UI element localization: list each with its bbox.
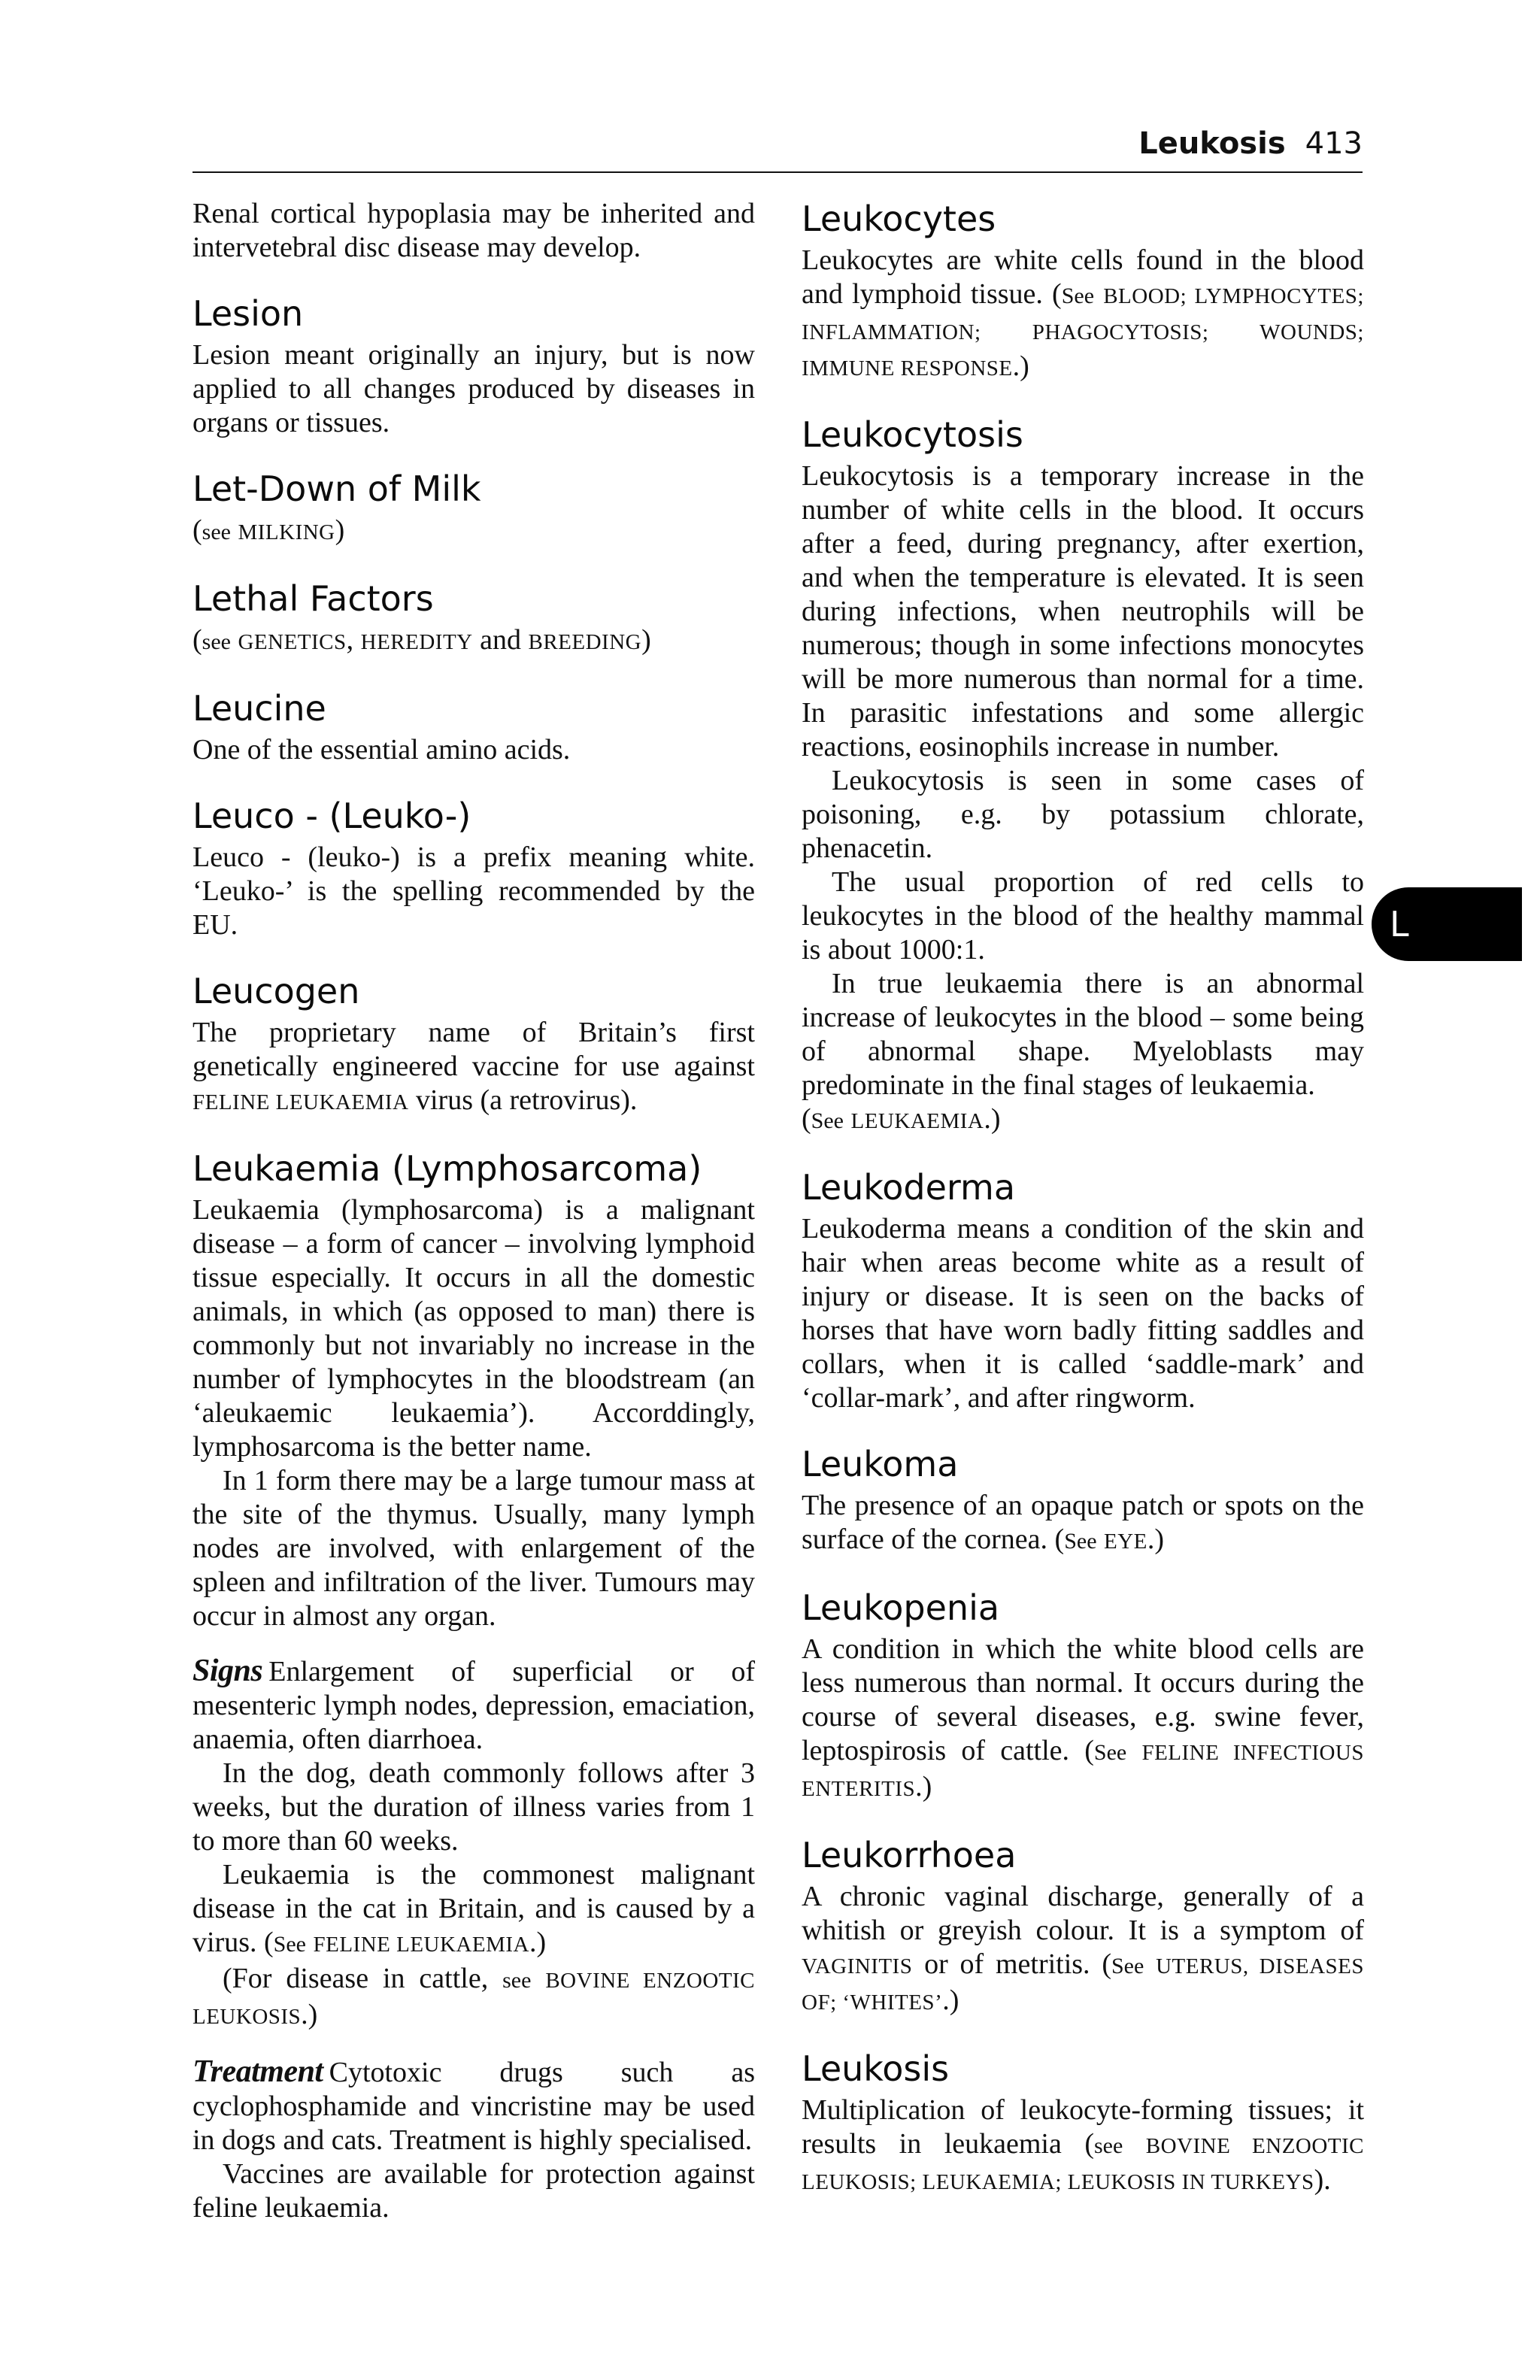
- p5-text: (For disease in cattle,: [223, 1963, 489, 1994]
- crossref-leukaemia[interactable]: LEUKAEMIA: [850, 1109, 984, 1133]
- running-head: [192, 126, 1363, 168]
- leukoma-text: [802, 1489, 1364, 1559]
- page-number: 413: [1305, 126, 1363, 161]
- headword-leukosis: Leukosis: [802, 2048, 950, 2089]
- crossref-leukocytes-list[interactable]: BLOOD; LYMPHOCYTES; INFLAMMATION; PHAGOCYTOSIS; WOUNDS; IMMUNE RESPONSE: [802, 284, 1364, 380]
- leukocytes-close: .): [1012, 350, 1029, 382]
- see-word: See: [1111, 1954, 1144, 1978]
- headword-leukoderma: Leukoderma: [802, 1167, 1016, 1208]
- see-word: See: [811, 1108, 844, 1133]
- leukopenia-body: A condition in which the white blood cells are less numerous than normal. It occurs during the course of several diseases, e.g. swine fever, leptospirosis of cattle. (: [802, 1633, 1364, 1766]
- treatment-text: Cytotoxic drugs such as cyclophosphamide and vincristine may be used in dogs and cats. Treatment is highly specialised.: [192, 2057, 755, 2156]
- crossref-feline-leukaemia-2[interactable]: FELINE LEUKAEMIA: [313, 1933, 529, 1957]
- crossref-feline-infectious-enteritis[interactable]: FELINE INFECTIOUS ENTERITIS: [802, 1741, 1364, 1801]
- leukosis-text: [802, 2093, 1364, 2200]
- leukaemia-p4: [192, 1858, 755, 1962]
- headword-leuco: Leuco - (Leuko-): [192, 796, 471, 836]
- see-word: see: [202, 520, 231, 544]
- leukocytosis-crossref: [802, 1102, 1364, 1138]
- open-paren: (: [802, 1103, 811, 1135]
- treatment-label: Treatment: [192, 2054, 323, 2089]
- crossref-breeding[interactable]: BREEDING: [528, 630, 642, 654]
- leukaemia-treatment: [192, 2055, 755, 2157]
- entry-leukocytes: [802, 197, 1364, 386]
- leukorrhoea-body: A chronic vaginal discharge, generally of a whitish or greyish colour. It is a symptom of: [802, 1881, 1364, 1946]
- leukocytosis-p1: Leukocytosis is a temporary increase in the number of white cells in the blood. It occurs after a feed, during pregnancy, after exertion, and when the temperature is elevated. It is seen during infections, when neutrophils will be numerous; though in some infections monocytes will be more numerous than normal for a time. In parasitic infestations and some allergic reactions, eosinophils increase in number.: [802, 460, 1364, 763]
- leukopenia-close: .): [915, 1771, 932, 1802]
- crossref-bovine-enzootic-leukosis[interactable]: BOVINE ENZOOTIC LEUKOSIS: [192, 1969, 756, 2029]
- crossref-heredity[interactable]: HEREDITY: [360, 630, 473, 654]
- entry-lesion: [192, 292, 755, 440]
- close-paren: .): [984, 1103, 1001, 1135]
- crossref-uterus-diseases[interactable]: UTERUS, DISEASES OF; ‘WHITES’: [802, 1954, 1364, 2015]
- headword-let-down-of-milk: Let-Down of Milk: [192, 468, 481, 509]
- leuco-text: Leuco - (leuko-) is a prefix meaning white. ‘Leuko-’ is the spelling recommended by the EU.: [192, 841, 755, 941]
- crossref-genetics[interactable]: GENETICS: [238, 630, 347, 654]
- leukaemia-p6: Vaccines are available for protection against feline leukaemia.: [192, 2158, 755, 2224]
- entry-continuation: [192, 197, 755, 265]
- leukocytosis-p2: Leukocytosis is seen in some cases of poisoning, e.g. by potassium chlorate, phenacetin.: [802, 765, 1364, 864]
- see-word: see: [1093, 2133, 1123, 2158]
- see-word: See: [1064, 1529, 1097, 1554]
- headword-leukaemia: Leukaemia (Lymphosarcoma): [192, 1148, 702, 1189]
- leucogen-text-a: The proprietary name of Britain’s first genetically engineered vaccine for use against: [192, 1017, 755, 1082]
- see-word: see: [502, 1968, 532, 1993]
- thumb-index-tab: [1372, 887, 1522, 961]
- headword-leukoma: Leukoma: [802, 1444, 959, 1484]
- entry-let-down-of-milk: [192, 467, 755, 550]
- headword-leucine: Leucine: [192, 688, 326, 729]
- crossref-vaginitis[interactable]: VAGINITIS: [802, 1954, 913, 1978]
- header-rule: [192, 171, 1363, 173]
- leukoderma-text: Leukoderma means a condition of the skin and hair when areas become white as a result of injury or disease. It is seen on the backs of horses that have worn badly fitting saddles and collars, when it is called ‘saddle-mark’ and ‘collar-mark’, and after ringworm.: [802, 1213, 1364, 1414]
- p5-close: .): [301, 1999, 318, 2030]
- headword-leukocytosis: Leukocytosis: [802, 414, 1023, 455]
- see-word: See: [1093, 1740, 1127, 1765]
- leukocytosis-p4: In true leukaemia there is an abnormal increase of leukocytes in the blood – some being of abnormal shape. Myeloblasts may predominate in the final stages of leukaemia.: [802, 968, 1364, 1101]
- headword-leukocytes: Leukocytes: [802, 199, 996, 239]
- crossref-milking[interactable]: MILKING: [238, 520, 335, 544]
- leukaemia-p5: [192, 1962, 755, 2034]
- entry-leukoma: [802, 1442, 1364, 1559]
- leukorrhoea-close: .): [942, 1984, 959, 2016]
- leukoma-close: .): [1147, 1524, 1165, 1555]
- headword-lesion: Lesion: [192, 293, 304, 334]
- crossref-feline-leukaemia[interactable]: FELINE LEUKAEMIA: [192, 1090, 409, 1114]
- running-head-title: Leukosis: [1138, 126, 1286, 161]
- entry-leukoderma: [802, 1166, 1364, 1415]
- leukaemia-p3: In the dog, death commonly follows after 3 weeks, but the duration of illness varies from 1 to more than 60 weeks.: [192, 1757, 755, 1857]
- lesion-text: Lesion meant originally an injury, but is now applied to all changes produced by diseases in organs or tissues.: [192, 339, 755, 438]
- leukaemia-signs: [192, 1654, 755, 1757]
- leukopenia-text: [802, 1633, 1364, 1806]
- leukosis-body: Multiplication of leukocyte-forming tissues; it results in leukaemia (: [802, 2094, 1364, 2160]
- headword-lethal-factors: Lethal Factors: [192, 578, 434, 619]
- leukaemia-p1: Leukaemia (lymphosarcoma) is a malignant disease – a form of cancer – involving lymphoid tissue especially. It occurs in all the domestic animals, in which (as opposed to man) there is commonly but not invariably no increase in the number of lymphocytes in the bloodstream (an ‘aleukaemic leukaemia’). Accorddingly, lymphosarcoma is the better name.: [192, 1194, 755, 1463]
- entry-leucine: [192, 687, 755, 767]
- entry-lethal-factors: [192, 577, 755, 659]
- spacer: [192, 1633, 755, 1654]
- headword-leukorrhoea: Leukorrhoea: [802, 1835, 1017, 1875]
- headword-leukopenia: Leukopenia: [802, 1587, 1000, 1628]
- leukaemia-p2: In 1 form there may be a large tumour mass at the site of the thymus. Usually, many lymph nodes are involved, with enlargement of the spleen and infiltration of the liver. Tumours may occur in almost any organ.: [192, 1465, 755, 1632]
- crossref-eye[interactable]: EYE: [1104, 1530, 1147, 1554]
- crossref-leukosis-list[interactable]: BOVINE ENZOOTIC LEUKOSIS; LEUKAEMIA; LEUKOSIS IN TURKEYS: [802, 2134, 1365, 2194]
- leukocytosis-p3: The usual proportion of red cells to leukocytes in the blood of the healthy mammal is about 1000:1.: [802, 866, 1364, 966]
- entry-leukopenia: [802, 1586, 1364, 1806]
- leukorrhoea-mid: or of metritis. (: [924, 1948, 1111, 1980]
- leukocytes-body: Leukocytes are white cells found in the blood and lymphoid tissue. (: [802, 244, 1364, 310]
- lethal-crossref: (see GENETICS, HEREDITY and BREEDING): [192, 624, 651, 656]
- leukorrhoea-text: [802, 1880, 1364, 2020]
- spacer: [192, 2034, 755, 2055]
- entry-leukaemia: [192, 1147, 755, 2225]
- and-word: and: [480, 624, 521, 656]
- signs-label: Signs: [192, 1654, 263, 1688]
- entry-leukorrhoea: [802, 1833, 1364, 2020]
- p4-text: Leukaemia is the commonest malignant disease in the cat in Britain, and is caused by a virus. (: [192, 1859, 755, 1958]
- right-column: [802, 197, 1364, 2227]
- see-word: see: [202, 629, 231, 654]
- headword-leucogen: Leucogen: [192, 971, 360, 1011]
- see-word: See: [1061, 283, 1095, 308]
- see-word: See: [273, 1932, 306, 1957]
- leucine-text: One of the essential amino acids.: [192, 734, 571, 766]
- leukocytes-text: [802, 244, 1364, 386]
- entry-leukosis: [802, 2047, 1364, 2200]
- thumb-tab-letter: L: [1390, 904, 1409, 944]
- leukosis-close: ).: [1314, 2164, 1331, 2196]
- leukoma-body: The presence of an opaque patch or spots on the surface of the cornea. (: [802, 1490, 1364, 1555]
- entry-leucogen: [192, 969, 755, 1120]
- leucogen-text-b: virus (a retrovirus).: [415, 1084, 638, 1116]
- entry-leuco: [192, 794, 755, 942]
- leucogen-text: [192, 1016, 755, 1120]
- signs-text: Enlargement of superficial or of mesenteric lymph nodes, depression, emaciation, anaemia, often diarrhoea.: [192, 1656, 755, 1755]
- let-down-crossref: (see MILKING): [192, 514, 345, 546]
- p4-close: .): [529, 1927, 547, 1958]
- entry-leukocytosis: [802, 413, 1364, 1138]
- left-column: [192, 197, 755, 2252]
- continuation-text: Renal cortical hypoplasia may be inherited and intervetebral disc disease may develop.: [192, 198, 755, 263]
